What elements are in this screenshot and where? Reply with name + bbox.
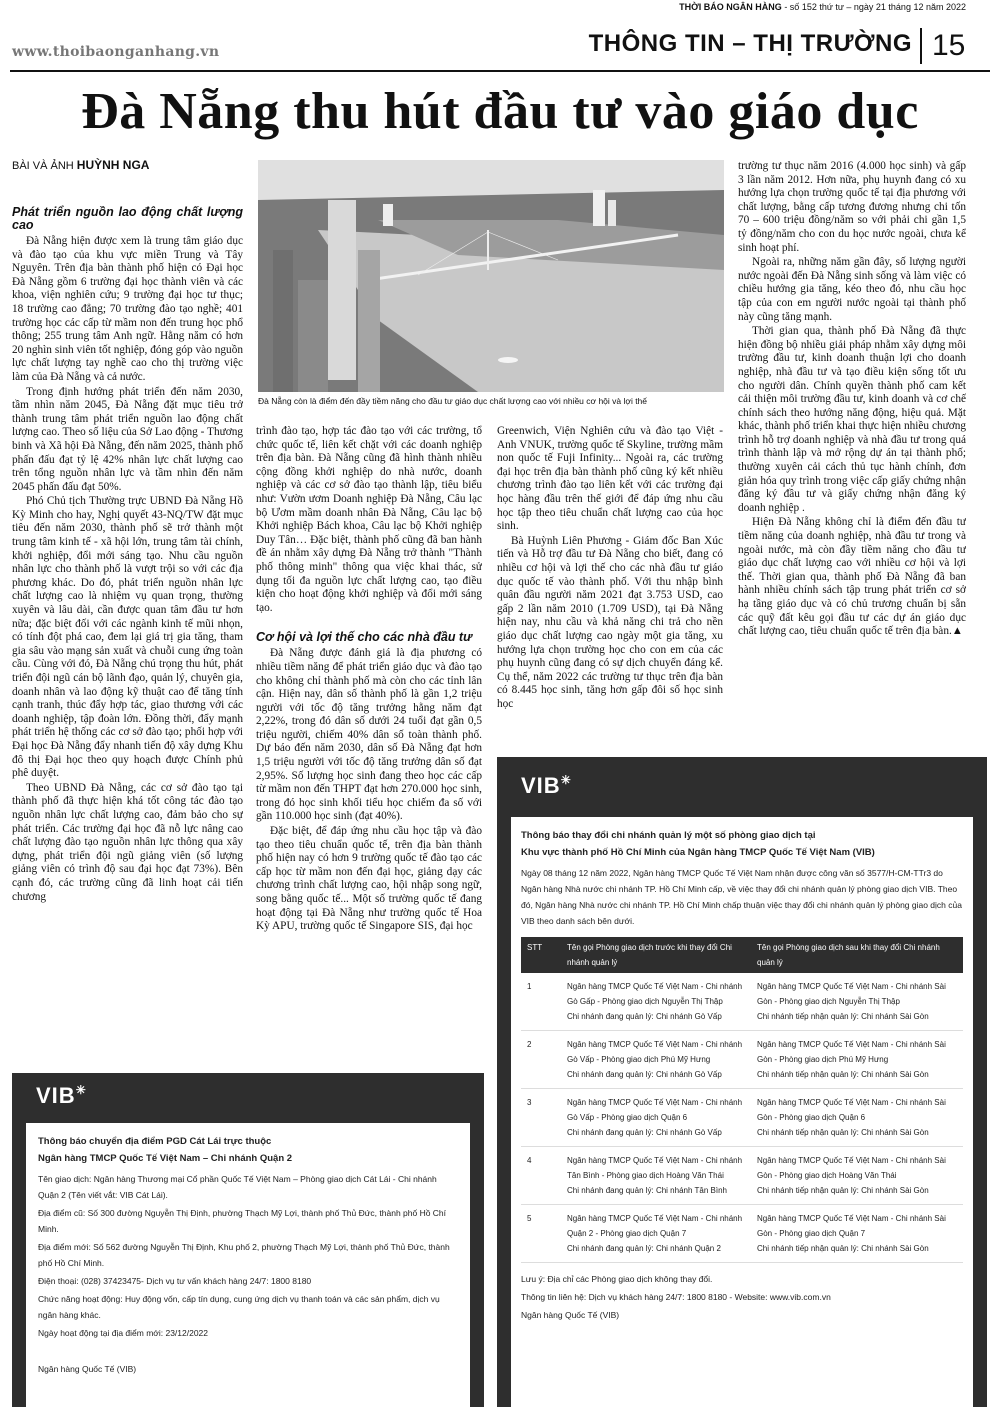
- before-name: Ngân hàng TMCP Quốc Tế Việt Nam - Chi nhánh Quận 2 - Phòng giao dịch Quận 7: [567, 1214, 743, 1238]
- row-stt: 5: [521, 1205, 561, 1263]
- subheading-1: Phát triển nguồn lao động chất lượng cao: [12, 205, 243, 232]
- before-note: Chi nhánh đang quản lý: Chi nhánh Tân Bình: [567, 1186, 727, 1195]
- row-stt: 1: [521, 973, 561, 1031]
- table-row: [521, 1147, 963, 1205]
- masthead-topline: [0, 0, 1000, 14]
- row-before: [561, 1031, 751, 1089]
- paragraph: Thời gian qua, thành phố Đà Nẵng đã thực hiện đồng bộ nhiều giải pháp nhằm xây dựng môi trường đầu tư, kinh doanh thuận lợi cho doanh nghiệp, nhà đầu tư và tạo điều kiện sống tốt ưu cho người dân. Chính quyền thành phố cam kết cải thiện môi trường đầu tư, kinh doanh và cơ chế chính sách theo hướng năng động, hiệu quả. Mặt khác, thành phố triển khai thực hiện nhiều chương trình hỗ trợ doanh nghiệp và nhà đầu tư trong quá trình thành lập và mở rộng dự án tại thành phố; thường xuyên cải cách thủ tục hành chính, đơn giản hóa quy trình trong việc cấp giấy chứng nhận đăng ký đầu tư và giấy chứng nhận đăng ký doanh nghiệp .: [738, 325, 966, 514]
- after-note: Chi nhánh tiếp nhận quản lý: Chi nhánh Sài Gòn: [757, 1012, 929, 1021]
- ad2-signature: Ngân hàng Quốc Tế (VIB): [521, 1310, 620, 1320]
- paragraph: Greenwich, Viện Nghiên cứu và đào tạo Việt - Anh VNUK, trường quốc tế Skyline, trường mầm non quốc tế Fuji Infinity... Ngoài ra, các trường đại học trên địa bàn thành phố cũng ký kết nhiều chương trình đào tạo liên kết với các trường đại học hàng đầu trên thế giới để đáp ứng nhu cầu học tập theo tiêu chuẩn chất lượng cao của học sinh.: [497, 425, 723, 533]
- table-row: [521, 1089, 963, 1147]
- ad1-body: [26, 1123, 470, 1377]
- paragraph: Đà Nẵng được đánh giá là địa phương có nhiều tiềm năng để phát triển giáo dục và đào tạo cho không chỉ thành phố mà còn cho các tỉnh lân cận. Hiện nay, dân số thành phố là gần 1,2 triệu người với tốc độ tăng trưởng hằng năm đạt 2,22%, trong đó dân số dưới 24 tuổi đạt gần 0,5 triệu người, chiếm 40% dân số toàn thành phố. Dự báo đến năm 2030, dân số Đà Nẵng đạt hơn 1,5 triệu người với tốc độ tăng trưởng dân số đạt 2,95%. Số lượng học sinh đang theo học các cấp từ mầm non đến THPT đạt hơn 270.000 học sinh, trong đó học sinh khối tiểu học chiếm đa số với gần 110.000 học sinh (đạt 40%).: [256, 647, 482, 823]
- row-before: [561, 1089, 751, 1147]
- section-title: THÔNG TIN – THỊ TRƯỜNG: [588, 30, 912, 57]
- byline-author: HUỲNH NGA: [76, 158, 150, 172]
- after-name: Ngân hàng TMCP Quốc Tế Việt Nam - Chi nhánh Sài Gòn - Phòng giao dịch Hoàng Văn Thái: [757, 1156, 946, 1180]
- vib-logo-text: VIB: [36, 1083, 76, 1108]
- after-note: Chi nhánh tiếp nhận quản lý: Chi nhánh Sài Gòn: [757, 1070, 929, 1079]
- table-row: [521, 1031, 963, 1089]
- paragraph: Trong định hướng phát triển đến năm 2030, tầm nhìn năm 2045, Đà Nẵng đặt mục tiêu trở thành trung tâm phát triển nguồn lao động chất lượng cao. Theo số liệu của Sở Lao động - Thương binh và Xã hội Đà Nẵng, đến năm 2025, thành phố phấn đấu đạt tỷ lệ 42% nhân lực chất lượng cao trên tổng nguồn nhân lực và tầm nhìn đến năm 2045 phấn đấu đạt 50%.: [12, 385, 243, 493]
- branch-table-header: [521, 937, 963, 973]
- after-name: Ngân hàng TMCP Quốc Tế Việt Nam - Chi nhánh Sài Gòn - Phòng giao dịch Quận 6: [757, 1098, 946, 1122]
- row-after: [751, 1089, 963, 1147]
- paragraph: Theo UBND Đà Nẵng, các cơ sở đào tạo tại thành phố đã thực hiện khá tốt công tác đào tạo nguồn nhân lực chất lượng cao, đảm bảo cho sự phát triển. Các trường đại học đã nỗ lực nâng cao chất lượng đào tạo nguồn nhân lực thông qua xây dựng, phát triển đội ngũ giảng viên (số lượng giảng viên có trình độ sau đại học đạt 73%). Bên cạnh đó, các trường cũng đã linh hoạt cải tiến chương: [12, 781, 243, 903]
- ad2-note: Lưu ý: Địa chỉ các Phòng giao dịch không thay đổi.: [521, 1274, 713, 1284]
- vib-logo-text: VIB: [521, 773, 561, 798]
- vib-star-icon: ✳: [75, 1083, 87, 1097]
- col-stt: STT: [521, 937, 561, 973]
- subheading-2: Cơ hội và lợi thế cho các nhà đầu tư: [256, 630, 473, 645]
- before-name: Ngân hàng TMCP Quốc Tế Việt Nam - Chi nhánh Gò Vấp - Phòng giao dịch Phú Mỹ Hưng: [567, 1040, 743, 1064]
- after-note: Chi nhánh tiếp nhận quản lý: Chi nhánh Sài Gòn: [757, 1128, 929, 1137]
- ad1-date: Ngày hoạt động tại địa điểm mới: 23/12/2022: [38, 1328, 209, 1338]
- after-name: Ngân hàng TMCP Quốc Tế Việt Nam - Chi nhánh Sài Gòn - Phòng giao dịch Phú Mỹ Hưng: [757, 1040, 946, 1064]
- ad2-intro: Ngày 08 tháng 12 năm 2022, Ngân hàng TMCP Quốc Tế Việt Nam nhận được công văn số 3577/H-CM-TTr3 do Ngân hàng Nhà nước chi nhánh TP. Hồ Chí Minh cấp, về việc thay đổi chi nhánh quản lý phòng giao dịch VIB. Theo đó, Ngân hàng Nhà nước chi nhánh TP. Hồ Chí Minh chấp thuận việc thay đổi chi nhánh quản lý phòng giao dịch của VIB theo danh sách bên dưới.: [521, 868, 962, 926]
- row-before: [561, 1205, 751, 1263]
- article-column-4: [738, 160, 966, 754]
- vib-ad-branch-change: [497, 757, 987, 1407]
- after-note: Chi nhánh tiếp nhận quản lý: Chi nhánh Sài Gòn: [757, 1244, 929, 1253]
- row-stt: 4: [521, 1147, 561, 1205]
- ad1-line: Địa điểm mới: Số 562 đường Nguyễn Thị Định, Khu phố 2, phường Thạch Mỹ Lợi, thành phố Thủ Đức, thành phố Hồ Chí Minh.: [38, 1242, 450, 1268]
- website-url[interactable]: www.thoibaonganhang.vn: [12, 44, 220, 60]
- table-row: [521, 973, 963, 1031]
- vib-logo: [521, 773, 572, 799]
- article-column-2: [256, 425, 482, 1065]
- row-after: [751, 1147, 963, 1205]
- paragraph: Đà Nẵng hiện được xem là trung tâm giáo dục và đào tạo của khu vực miền Trung và Tây Nguyên. Trên địa bàn thành phố hiện có Đại học Đà Nẵng gồm 6 trường đại học thành viên và các khoa, viện nghiên cứu; 9 trường đại học tư thục; 18 trường cao đẳng; 70 trường đào tạo nghề; 401 trường học các cấp từ mầm non đến trung học phổ thông; 255 trung tâm Anh ngữ. Hằng năm có hơn 20 nghìn sinh viên tốt nghiệp, đóng góp vào nguồn lực chất lượng tay nghề cao cho thị trường việc làm của Đà Nẵng và cả nước.: [12, 235, 243, 383]
- ad2-title-2: Khu vực thành phố Hồ Chí Minh của Ngân hàng TMCP Quốc Tế Việt Nam (VIB): [521, 847, 875, 858]
- byline: [12, 158, 149, 172]
- row-before: [561, 973, 751, 1031]
- paragraph: Phó Chủ tịch Thường trực UBND Đà Nẵng Hồ Kỳ Minh cho hay, Nghị quyết 43-NQ/TW đặt mục tiêu đến năm 2030, thành phố sẽ trở thành một trung tâm kinh tế - xã hội lớn, trung tâm tài chính, khởi nghiệp, đổi mới sáng tạo. Nhu cầu nguồn nhân lực cho thành phố là vượt trội so với các địa phương khác. Do đó, phát triển nguồn nhân lực chất lượng cao là nhiệm vụ quan trọng, thường xuyên và lâu dài, cần được quan tâm đầu tư hơn nữa; đặc biệt đối với các ngành kinh tế mũi nhọn, có tính đột phá cao, đem lại giá trị gia tăng, tham gia sâu vào mạng sản xuất và chuỗi cung ứng toàn cầu. Cùng với đó, Đà Nẵng chú trọng thu hút, phát triển đội ngũ cán bộ lãnh đạo, quản lý, chuyên gia, doanh nhân và lao động kỹ thuật cao để tăng tính cạnh tranh, thúc đẩy hợp tác, giao thương với các doanh nghiệp, tập đoàn lớn. Đồng thời, đẩy mạnh phát triển hệ thống các cơ sở đào tạo; phối hợp với Đại học Đà Nẵng đẩy nhanh tiến độ xây dựng Khu đô thị Đại học theo quy hoạch được Chính phủ phê duyệt.: [12, 495, 243, 780]
- row-after: [751, 973, 963, 1031]
- before-note: Chi nhánh đang quản lý: Chi nhánh Gò Vấp: [567, 1012, 722, 1021]
- before-name: Ngân hàng TMCP Quốc Tế Việt Nam - Chi nhánh Gò Gấp - Phòng giao dịch Nguyễn Thị Thập: [567, 982, 743, 1006]
- ad2-contact: Thông tin liên hệ: Dịch vụ khách hàng 24/7: 1800 8180 - Website: www.vib.com.vn: [521, 1292, 831, 1302]
- page-number: 15: [920, 28, 974, 64]
- paragraph: [738, 516, 966, 638]
- ad1-phone: Điện thoại: (028) 37423475- Dịch vụ tư vấn khách hàng 24/7: 1800 8180: [38, 1276, 312, 1286]
- col-before: Tên gọi Phòng giao dịch trước khi thay đổi Chi nhánh quản lý: [561, 937, 751, 973]
- ad1-title-2: Ngân hàng TMCP Quốc Tế Việt Nam – Chi nhánh Quận 2: [38, 1153, 293, 1164]
- vib-star-icon: ✳: [560, 773, 572, 787]
- before-note: Chi nhánh đang quản lý: Chi nhánh Gò Vấp: [567, 1070, 722, 1079]
- ad1-line: Tên giao dịch: Ngân hàng Thương mại Cổ phần Quốc Tế Việt Nam – Phòng giao dịch Cát Lái - Chi nhánh Quận 2 (Tên viết vắt: VIB Cát Lái).: [38, 1174, 437, 1200]
- vib-logo: [36, 1083, 87, 1109]
- header-divider: [10, 70, 990, 72]
- da-nang-river-image: [258, 160, 724, 392]
- byline-prefix: BÀI VÀ ẢNH: [12, 160, 77, 172]
- photo-caption: Đà Nẵng còn là điểm đến đầy tiềm năng cho đầu tư giáo dục chất lượng cao với nhiều cơ hội và lợi thế: [258, 396, 648, 406]
- city-bridge-photo: [258, 160, 724, 392]
- before-note: Chi nhánh đang quản lý: Chi nhánh Quận 2: [567, 1244, 721, 1253]
- paragraph: Bà Huỳnh Liên Phương - Giám đốc Ban Xúc tiến và Hỗ trợ đầu tư Đà Nẵng cho biết, đang có nhiều cơ hội và lợi thế cho các nhà đầu tư giáo dục quốc tế vào thành phố. Với thu nhập bình quân đầu người năm 2021 đạt 3.753 USD, cao gấp 2 lần năm 2010 (1.709 USD), tại Đà Nẵng hiện nay, nhu cầu và khả năng chi trả cho nền giáo dục chất lượng cao ngày một gia tăng, xu hướng lựa chọn trường học cho con em của các phụ huynh cũng đang có sự dịch chuyển đáng kể. Cụ thể, năm 2022 các trường tư thục trên địa bàn có 8.445 học sinh, tăng hơn gấp đôi số học sinh học: [497, 534, 723, 710]
- before-note: Chi nhánh đang quản lý: Chi nhánh Gò Vấp: [567, 1128, 722, 1137]
- row-stt: 3: [521, 1089, 561, 1147]
- vib-ad-cat-lai: [12, 1073, 484, 1407]
- before-name: Ngân hàng TMCP Quốc Tế Việt Nam - Chi nhánh Tân Bình - Phòng giao dịch Hoàng Văn Thái: [567, 1156, 743, 1180]
- table-row: [521, 1205, 963, 1263]
- paper-name: THỜI BÁO NGÂN HÀNG: [679, 2, 782, 12]
- paragraph: trường tư thục năm 2016 (4.000 học sinh) và gấp 3 lần năm 2012. Hơn nữa, phụ huynh đang có xu hướng lựa chọn trường quốc tế tại địa phương với chất lượng, bằng cấp tương đương nhưng chi tốn 70 – 600 triệu đồng/năm so với phải chi gần 1,5 tỷ đồng/năm cho con du học nước ngoài, chưa kể sinh hoạt phí.: [738, 160, 966, 254]
- before-name: Ngân hàng TMCP Quốc Tế Việt Nam - Chi nhánh Gò Vấp - Phòng giao dịch Quận 6: [567, 1098, 743, 1122]
- article-column-3: [497, 425, 723, 755]
- row-before: [561, 1147, 751, 1205]
- end-mark: ▲: [951, 625, 963, 638]
- row-after: [751, 1205, 963, 1263]
- row-stt: 2: [521, 1031, 561, 1089]
- ad1-line: Chức năng hoạt động: Huy động vốn, cấp tín dụng, cung ứng dịch vụ thanh toán và các sản phẩm, dịch vụ ngân hàng khác.: [38, 1294, 440, 1320]
- ad2-title-1: Thông báo thay đổi chi nhánh quản lý một số phòng giao dịch tại: [521, 830, 816, 841]
- ad1-title-1: Thông báo chuyển địa điểm PGD Cát Lái trực thuộc: [38, 1136, 272, 1147]
- paragraph: Ngoài ra, những năm gần đây, số lượng người nước ngoài đến Đà Nẵng sinh sống và làm việc có chiều hướng gia tăng, kéo theo đó, nhu cầu học tập của con em người nước ngoài tại thành phố này cũng tăng mạnh.: [738, 256, 966, 323]
- ad2-body: [511, 817, 973, 1323]
- issue-info: - số 152 thứ tư – ngày 21 tháng 12 năm 2022: [781, 2, 966, 12]
- after-note: Chi nhánh tiếp nhận quản lý: Chi nhánh Sài Gòn: [757, 1186, 929, 1195]
- row-after: [751, 1031, 963, 1089]
- paragraph: Đặc biệt, để đáp ứng nhu cầu học tập và đào tạo theo tiêu chuẩn quốc tế, trên địa bàn thành phố hiện nay có hơn 9 trường quốc tế đào tạo các cấp học từ mầm non đến đại học, giảng dạy các chương trình chất lượng cao, hội nhập song ngữ, song bằng quốc tế... Một số trường quốc tế đang hoạt động tại Đà Nẵng như trường quốc tế Hoa Kỳ APU, trường quốc tế Singapore SIS, đại học: [256, 825, 482, 933]
- paragraph: trình đào tạo, hợp tác đào tạo với các trường, tổ chức quốc tế, liên kết chặt với các doanh nghiệp trên địa bàn. Đà Nẵng cũng đã hình thành nhiều cộng đồng khởi nghiệp do nhà nước, doanh nghiệp và các cơ sở đào tạo thành lập, tiêu biểu như: Vườn ươm Doanh nghiệp Đà Nẵng, Câu lạc bộ Ươm mầm doanh nhân Đà Nẵng, Câu lạc bộ Khởi nghiệp Bách khoa, Câu lạc bộ Khởi nghiệp Duy Tân… Đặc biệt, thành phố cũng đã ban hành đề án nhằm xây dựng Đà Nẵng trở thành "Thành phố thông minh" thông qua việc khai thác, sử dụng tối đa nguồn lực chất lượng cao, tạo điều kiện cho hoạt động khởi nghiệp và đổi mới sáng tạo.: [256, 425, 482, 614]
- col-after: Tên gọi Phòng giao dịch sau khi thay đổi Chi nhánh quản lý: [751, 937, 963, 973]
- after-name: Ngân hàng TMCP Quốc Tế Việt Nam - Chi nhánh Sài Gòn - Phòng giao dịch Nguyễn Thị Thập: [757, 982, 946, 1006]
- after-name: Ngân hàng TMCP Quốc Tế Việt Nam - Chi nhánh Sài Gòn - Phòng giao dịch Quận 7: [757, 1214, 946, 1238]
- ad1-line: Địa điểm cũ: Số 300 đường Nguyễn Thị Định, phường Thạch Mỹ Lợi, thành phố Thủ Đức, thành phố Hồ Chí Minh.: [38, 1208, 447, 1234]
- ad1-signature: Ngân hàng Quốc Tế (VIB): [38, 1364, 137, 1374]
- article-title: Đà Nẵng thu hút đầu tư vào giáo dục: [81, 83, 919, 140]
- paragraph-text: Hiện Đà Nẵng không chỉ là điểm đến đầu tư tiềm năng của doanh nghiệp, nhà đầu tư trong và ngoài nước, mà còn đầy tiềm năng cho đầu tư giáo dục chất lượng cao với nhiều cơ hội và lợi thế. Thời gian qua, thành phố Đà Nẵng đã ban hành nhiều chính sách tập trung phát triển cơ sở hạ tầng giáo dục và có chủ trương chuẩn bị sẵn các quỹ đất kêu gọi đầu tư các dự án giáo dục chất lượng cao, tiêu chuẩn quốc tế trên địa bàn.: [738, 516, 966, 638]
- article-column-1: [12, 200, 243, 1064]
- branch-table: [521, 937, 963, 1263]
